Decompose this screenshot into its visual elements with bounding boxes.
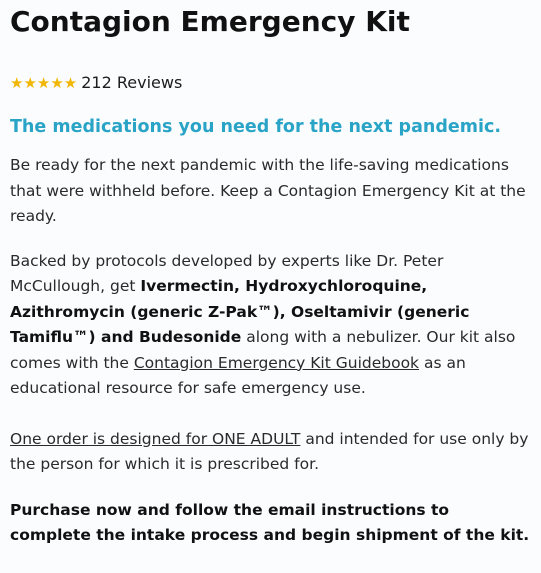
paragraph-2-end: as an educational resource for safe emergency use. xyxy=(10,353,466,397)
rating-row[interactable] xyxy=(10,73,531,93)
product-subtitle: The medications you need for the next pandemic. xyxy=(10,117,501,137)
review-count[interactable]: 212 Reviews xyxy=(81,73,183,92)
paragraph-2-intro: Backed by protocols developed by experts like Dr. Peter McCullough, get xyxy=(10,251,444,295)
purchase-instructions: Purchase now and follow the email instructions to complete the intake process and begin shipment of the kit. xyxy=(10,500,530,544)
description-paragraph-1: Be ready for the next pandemic with the life-saving medications that were withheld before. Keep a Contagion Emergency Kit at the ready. xyxy=(10,156,526,225)
product-title: Contagion Emergency Kit xyxy=(10,5,410,38)
medication-list: Ivermectin, Hydroxychloroquine, Azithromycin (generic Z-Pak™), Oseltamivir (generic Tamiflu™) and Budesonide xyxy=(10,277,470,346)
description-paragraph-2 xyxy=(10,249,531,402)
paragraph-3-rest: and intended for use only by the person for which it is prescribed for. xyxy=(10,429,529,473)
one-adult-notice: One order is designed for ONE ADULT xyxy=(10,429,301,448)
paragraph-2-middle: along with a nebulizer. Our kit also comes with the xyxy=(10,328,516,372)
description-paragraph-3 xyxy=(10,427,531,478)
guidebook-link[interactable]: Contagion Emergency Kit Guidebook xyxy=(133,353,420,372)
star-rating-icon: ★★★★★ xyxy=(10,74,78,92)
